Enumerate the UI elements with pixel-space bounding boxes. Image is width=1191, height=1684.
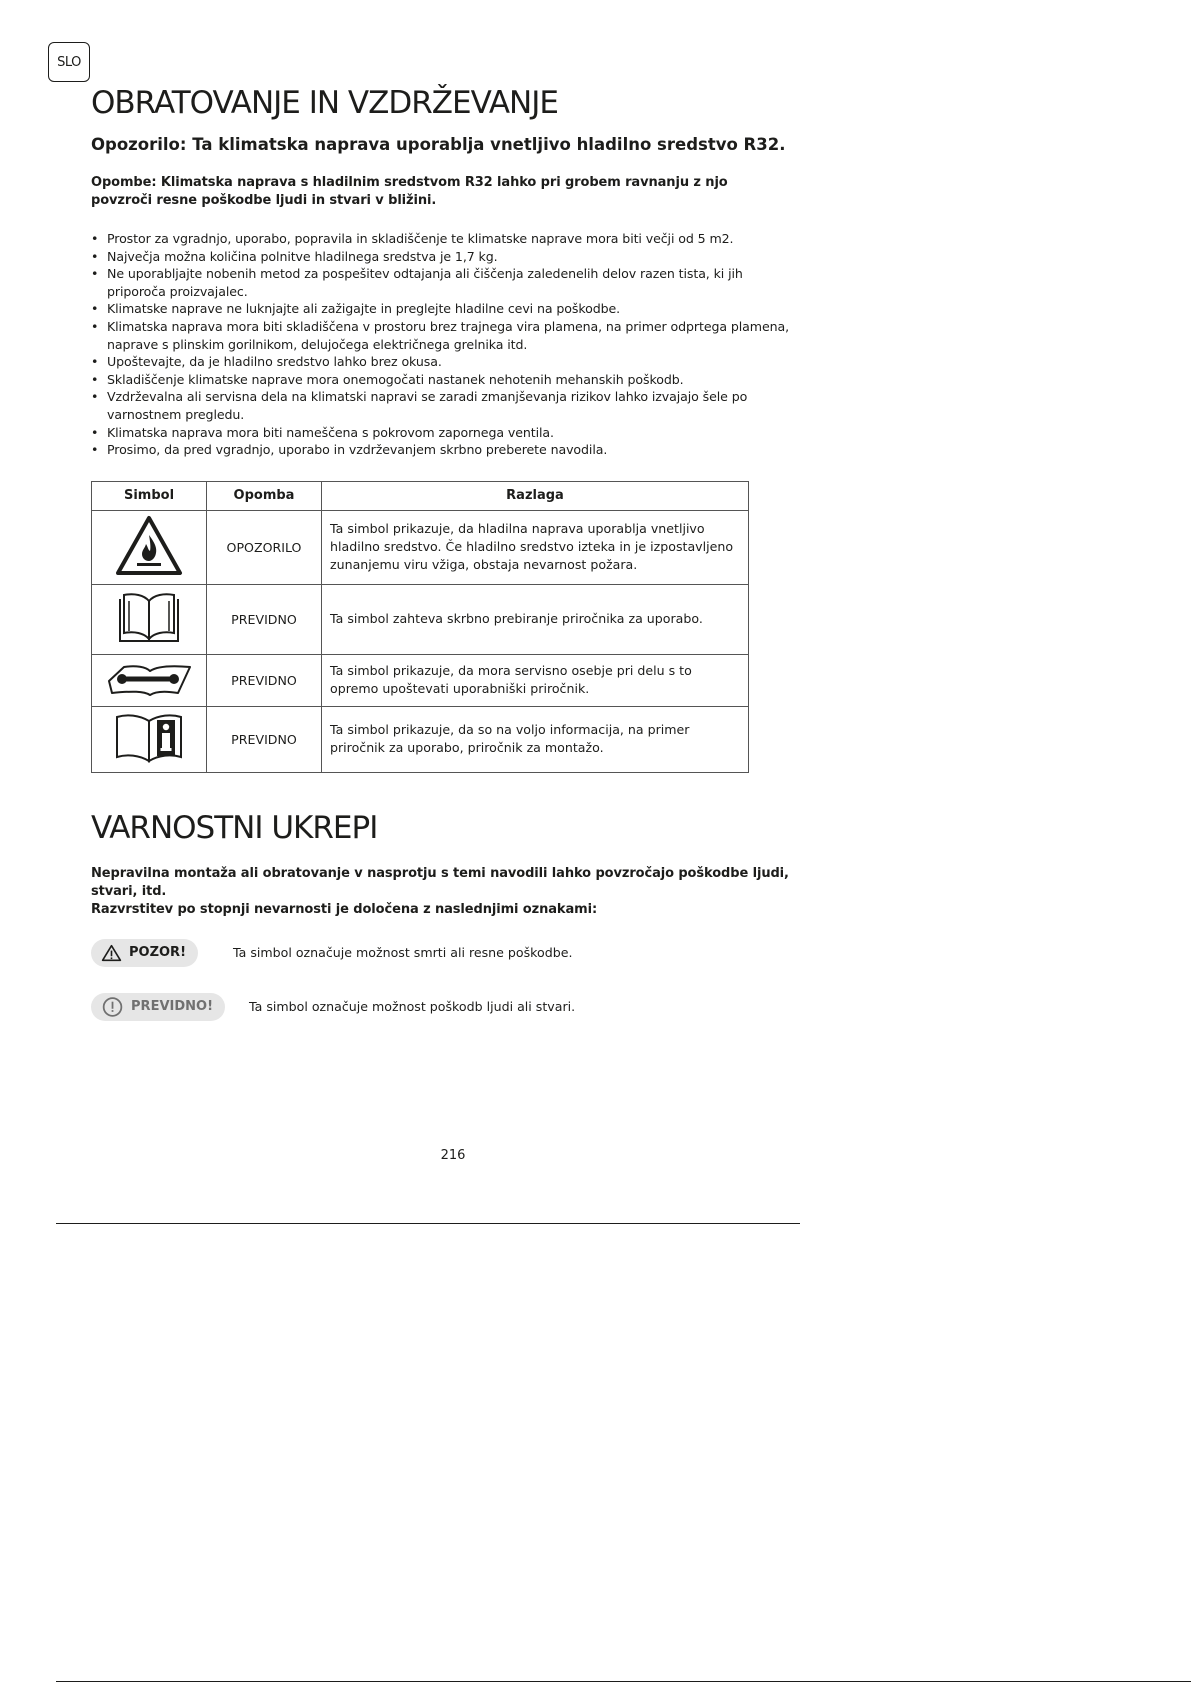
header-simbol: Simbol [92, 481, 207, 510]
instructions-list [91, 230, 791, 459]
previdno-label: PREVIDNO! [131, 999, 213, 1015]
safety-note [91, 865, 791, 919]
caution-level-row [91, 993, 791, 1021]
explanation-cell: Ta simbol zahteva skrbno prebiranje priročnika za uporabo. [322, 584, 749, 654]
warning-triangle-icon [101, 942, 122, 964]
table-row [92, 584, 749, 654]
section-title-operation: OBRATOVANJE IN VZDRŽEVANJE [91, 85, 558, 121]
refrigerant-warning: Opozorilo: Ta klimatska naprava uporablja vnetljivo hladilno sredstvo R32. [91, 135, 786, 154]
note-cell: PREVIDNO [207, 654, 322, 706]
table-row [92, 706, 749, 772]
pozor-description: Ta simbol označuje možnost smrti ali resne poškodbe. [233, 945, 573, 961]
open-manual-icon [116, 591, 182, 645]
refrigerant-note: Opombe: Klimatska naprava s hladilnim sredstvom R32 lahko pri grobem ravnanju z njo povzroči resne poškodbe ljudi in stvari v bližini. [91, 175, 728, 208]
safety-note-line2: Razvrstitev po stopnji nevarnosti je določena z naslednjimi oznakami: [91, 901, 598, 917]
symbol-cell [92, 584, 207, 654]
list-item: • Prostor za vgradnjo, uporabo, popravila in skladiščenje te klimatske naprave mora biti večji od 5 m2. [91, 230, 791, 248]
note-cell: PREVIDNO [207, 584, 322, 654]
pozor-badge [91, 939, 198, 967]
service-manual-icon [106, 659, 192, 699]
list-item: • Prosimo, da pred vgradnjo, uporabo in vzdrževanjem skrbno preberete navodila. [91, 441, 791, 459]
symbol-table [91, 481, 749, 773]
symbol-cell [92, 510, 207, 584]
list-item: • Skladiščenje klimatske naprave mora onemogočati nastanek nehotenih mehanskih poškodb. [91, 371, 791, 389]
previdno-description: Ta simbol označuje možnost poškodb ljudi ali stvari. [249, 999, 576, 1015]
symbol-cell [92, 654, 207, 706]
note-cell: OPOZORILO [207, 510, 322, 584]
section-title-safety: VARNOSTNI UKREPI [91, 809, 378, 846]
safety-note-line1: Nepravilna montaža ali obratovanje v nasprotju s temi navodili lahko povzročajo poškodbe ljudi, stvari, itd. [91, 865, 789, 899]
explanation-cell: Ta simbol prikazuje, da mora servisno osebje pri delu s to opremo upoštevati uporabniški priročnik. [322, 654, 749, 706]
page-bottom-rule [56, 1681, 1191, 1682]
explanation-cell: Ta simbol prikazuje, da so na voljo informacija, na primer priročnik za uporabo, priročnik za montažo. [322, 706, 749, 772]
table-header-row [92, 481, 749, 510]
table-row [92, 654, 749, 706]
exclamation-circle-icon [101, 995, 124, 1019]
list-item: • Klimatska naprava mora biti nameščena s pokrovom zapornega ventila. [91, 424, 791, 442]
info-manual-icon [113, 711, 185, 765]
page-content [91, 82, 791, 1021]
page-divider [56, 1223, 800, 1224]
header-razlaga: Razlaga [322, 481, 749, 510]
language-tag: SLO [48, 42, 90, 82]
list-item: • Klimatske naprave ne luknjajte ali zažigajte in preglejte hladilne cevi na poškodbe. [91, 300, 791, 318]
note-cell: PREVIDNO [207, 706, 322, 772]
list-item: • Klimatska naprava mora biti skladiščena v prostoru brez trajnega vira plamena, na primer odprtega plamena, naprave s plinskim gorilnikom, delujočega električnega grelnika itd. [91, 318, 791, 353]
symbol-cell [92, 706, 207, 772]
pozor-label: POZOR! [129, 945, 186, 961]
list-item: • Vzdrževalna ali servisna dela na klimatski napravi se zaradi zmanjševanja rizikov lahko izvajajo šele po varnostnem pregledu. [91, 388, 791, 423]
list-item: • Upoštevajte, da je hladilno sredstvo lahko brez okusa. [91, 353, 791, 371]
header-opomba: Opomba [207, 481, 322, 510]
previdno-badge [91, 993, 225, 1021]
danger-level-row [91, 939, 791, 967]
page-number: 216 [440, 1148, 466, 1163]
explanation-cell: Ta simbol prikazuje, da hladilna naprava uporablja vnetljivo hladilno sredstvo. Če hladilno sredstvo izteka in je izpostavljeno zunanjemu viru vžiga, obstaja nevarnost požara. [322, 510, 749, 584]
flammable-warning-icon [115, 515, 183, 577]
list-item: • Ne uporabljajte nobenih metod za pospešitev odtajanja ali čiščenja zaledenelih delov razen tista, ki jih priporoča proizvajalec. [91, 265, 791, 300]
list-item: • Največja možna količina polnitve hladilnega sredstva je 1,7 kg. [91, 248, 791, 266]
table-row [92, 510, 749, 584]
